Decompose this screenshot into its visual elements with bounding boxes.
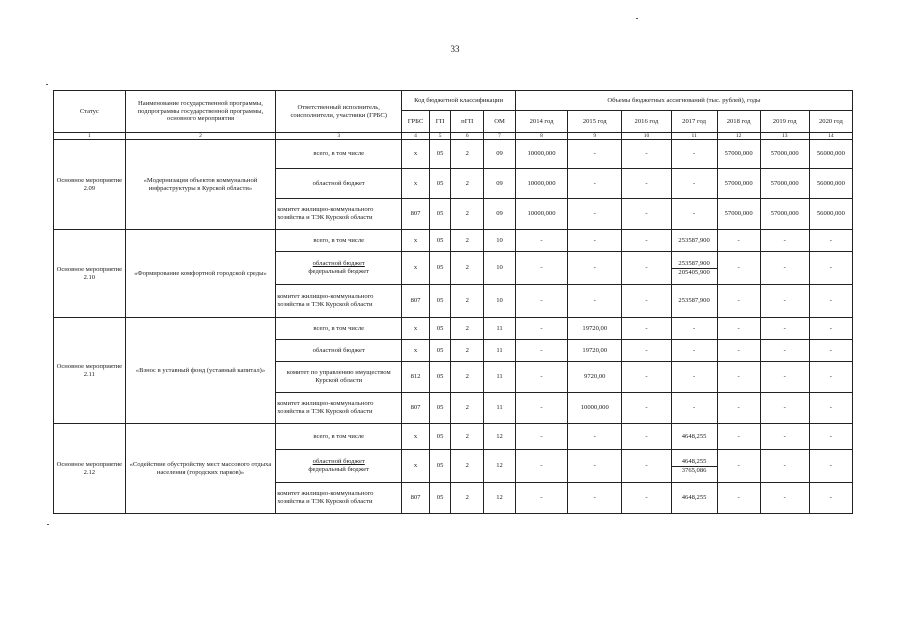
scan-speck — [46, 84, 48, 85]
value-cell: 10000,000 — [515, 140, 567, 169]
grbs-cell: х — [402, 424, 430, 450]
column-number: 5 — [429, 133, 451, 140]
value-cell: - — [568, 483, 622, 514]
value-cell: 56000,000 — [809, 140, 852, 169]
executor-cell: всего, в том числе — [276, 230, 402, 252]
value-cell: - — [622, 450, 671, 483]
header-year: 2020 год — [809, 111, 852, 133]
header-year: 2014 год — [515, 111, 567, 133]
status-cell: Основное мероприятие 2.10 — [54, 230, 126, 318]
column-number: 12 — [717, 133, 760, 140]
om-cell: 09 — [484, 199, 516, 230]
gp-cell: 05 — [429, 393, 451, 424]
executor-cell — [276, 450, 402, 483]
om-cell: 12 — [484, 424, 516, 450]
budget-allocation-table — [53, 90, 853, 514]
value-cell: - — [622, 169, 671, 199]
value-cell: - — [515, 483, 567, 514]
value-cell: - — [622, 393, 671, 424]
value-cell: - — [809, 318, 852, 340]
value-cell: - — [717, 252, 760, 285]
om-cell: 09 — [484, 169, 516, 199]
pgp-cell: 2 — [451, 450, 484, 483]
value-cell: 9720,00 — [568, 362, 622, 393]
value-cell: - — [809, 424, 852, 450]
table-row — [54, 318, 853, 340]
column-number: 13 — [760, 133, 809, 140]
activity-name-cell: «Содействие обустройству мест массового отдыха населения (городских парков)» — [125, 424, 276, 514]
grbs-cell: 807 — [402, 483, 430, 514]
value-cell: - — [717, 362, 760, 393]
value-cell: - — [809, 230, 852, 252]
value-cell: - — [760, 393, 809, 424]
value-cell: - — [717, 285, 760, 318]
scan-speck — [636, 18, 638, 19]
pgp-cell: 2 — [451, 483, 484, 514]
value-cell: 19720,00 — [568, 318, 622, 340]
om-cell: 10 — [484, 285, 516, 318]
gp-cell: 05 — [429, 140, 451, 169]
executor-cell: областной бюджет — [276, 169, 402, 199]
value-cell: - — [622, 483, 671, 514]
executor-regional-budget: областной бюджет — [312, 458, 365, 466]
table-row — [54, 230, 853, 252]
header-name: Наименование государственной программы, подпрограммы государственной программы, основного мероприятия — [125, 91, 276, 133]
om-cell: 10 — [484, 230, 516, 252]
value-cell: 57000,000 — [717, 169, 760, 199]
pgp-cell: 2 — [451, 199, 484, 230]
gp-cell: 05 — [429, 483, 451, 514]
column-number: 6 — [451, 133, 484, 140]
gp-cell: 05 — [429, 424, 451, 450]
grbs-cell: х — [402, 252, 430, 285]
value-cell: - — [568, 285, 622, 318]
om-cell: 12 — [484, 483, 516, 514]
value-cell: - — [568, 199, 622, 230]
value-cell: - — [760, 285, 809, 318]
gp-cell: 05 — [429, 362, 451, 393]
executor-cell: всего, в том числе — [276, 318, 402, 340]
value-cell: 57000,000 — [717, 140, 760, 169]
value-cell: 10000,000 — [515, 199, 567, 230]
grbs-cell: х — [402, 169, 430, 199]
header-executor: Ответственный исполнитель, соисполнители, участники (ГРБС) — [276, 91, 402, 133]
value-cell: - — [809, 340, 852, 362]
value-cell: - — [760, 230, 809, 252]
value-cell: - — [568, 252, 622, 285]
column-number: 3 — [276, 133, 402, 140]
header-year: 2018 год — [717, 111, 760, 133]
value-cell: - — [568, 140, 622, 169]
value-cell: - — [515, 362, 567, 393]
pgp-cell: 2 — [451, 362, 484, 393]
header-year: 2016 год — [622, 111, 671, 133]
executor-federal-budget: федеральный бюджет — [308, 466, 370, 473]
column-number-row — [54, 133, 853, 140]
activity-name-cell: «Модернизация объектов коммунальной инфраструктуры в Курской области» — [125, 140, 276, 230]
gp-cell: 05 — [429, 318, 451, 340]
grbs-cell: х — [402, 140, 430, 169]
activity-name-cell: «Взнос в уставный фонд (уставный капитал)» — [125, 318, 276, 424]
value-regional-budget: 4648,255 — [672, 458, 717, 467]
value-cell: - — [622, 340, 671, 362]
value-cell: - — [809, 285, 852, 318]
column-number: 7 — [484, 133, 516, 140]
header-budget-code: Код бюджетной классификации — [402, 91, 516, 111]
gp-cell: 05 — [429, 169, 451, 199]
value-cell: 19720,00 — [568, 340, 622, 362]
value-regional-budget: 253587,900 — [672, 260, 717, 269]
value-cell: 57000,000 — [760, 169, 809, 199]
value-cell: - — [515, 285, 567, 318]
pgp-cell: 2 — [451, 424, 484, 450]
column-number: 10 — [622, 133, 671, 140]
value-cell: - — [622, 252, 671, 285]
header-grbs: ГРБС — [402, 111, 430, 133]
executor-cell: всего, в том числе — [276, 140, 402, 169]
value-cell: 57000,000 — [760, 140, 809, 169]
activity-name-cell: «Формирование комфортной городской среды» — [125, 230, 276, 318]
grbs-cell: 812 — [402, 362, 430, 393]
grbs-cell: 807 — [402, 393, 430, 424]
value-cell: - — [717, 340, 760, 362]
executor-cell: комитет жилищно-коммунального хозяйства и ТЭК Курской области — [276, 199, 402, 230]
status-cell: Основное мероприятие 2.11 — [54, 318, 126, 424]
executor-federal-budget: федеральный бюджет — [308, 268, 370, 275]
executor-cell: комитет жилищно-коммунального хозяйства и ТЭК Курской области — [276, 393, 402, 424]
value-cell: - — [622, 424, 671, 450]
value-cell: - — [760, 483, 809, 514]
value-cell: - — [717, 450, 760, 483]
column-number: 4 — [402, 133, 430, 140]
column-number: 9 — [568, 133, 622, 140]
header-gp: ГП — [429, 111, 451, 133]
column-number: 8 — [515, 133, 567, 140]
value-cell: - — [568, 424, 622, 450]
value-cell: 56000,000 — [809, 169, 852, 199]
page-number: 33 — [450, 44, 460, 54]
split-value-cell — [671, 450, 717, 483]
pgp-cell: 2 — [451, 340, 484, 362]
om-cell: 11 — [484, 340, 516, 362]
executor-cell — [276, 252, 402, 285]
pgp-cell: 2 — [451, 285, 484, 318]
value-cell: - — [671, 199, 717, 230]
value-cell: - — [671, 140, 717, 169]
status-cell: Основное мероприятие 2.09 — [54, 140, 126, 230]
value-cell: 57000,000 — [760, 199, 809, 230]
value-cell: - — [515, 424, 567, 450]
value-cell: - — [760, 362, 809, 393]
value-federal-budget: 205405,900 — [678, 268, 710, 276]
om-cell: 12 — [484, 450, 516, 483]
value-cell: - — [760, 450, 809, 483]
value-cell: - — [760, 340, 809, 362]
value-cell: - — [515, 393, 567, 424]
gp-cell: 05 — [429, 230, 451, 252]
value-cell: - — [760, 424, 809, 450]
value-cell: 10000,000 — [568, 393, 622, 424]
value-cell: - — [622, 362, 671, 393]
pgp-cell: 2 — [451, 318, 484, 340]
header-year: 2019 год — [760, 111, 809, 133]
column-number: 14 — [809, 133, 852, 140]
value-cell: - — [622, 318, 671, 340]
table-row — [54, 424, 853, 450]
value-cell: 253587,900 — [671, 285, 717, 318]
header-status: Статус — [54, 91, 126, 133]
grbs-cell: х — [402, 230, 430, 252]
value-cell: - — [809, 252, 852, 285]
executor-cell: всего, в том числе — [276, 424, 402, 450]
column-number: 1 — [54, 133, 126, 140]
value-cell: - — [760, 318, 809, 340]
om-cell: 10 — [484, 252, 516, 285]
split-value-cell — [671, 252, 717, 285]
grbs-cell: х — [402, 450, 430, 483]
executor-cell: комитет жилищно-коммунального хозяйства и ТЭК Курской области — [276, 285, 402, 318]
header-om: ОМ — [484, 111, 516, 133]
value-cell: 10000,000 — [515, 169, 567, 199]
value-cell: - — [809, 362, 852, 393]
value-cell: - — [809, 393, 852, 424]
value-cell: - — [671, 318, 717, 340]
executor-cell: областной бюджет — [276, 340, 402, 362]
gp-cell: 05 — [429, 285, 451, 318]
value-cell: - — [717, 318, 760, 340]
pgp-cell: 2 — [451, 169, 484, 199]
value-cell: - — [671, 340, 717, 362]
value-cell: 253587,900 — [671, 230, 717, 252]
om-cell: 09 — [484, 140, 516, 169]
value-cell: - — [515, 318, 567, 340]
value-cell: - — [568, 230, 622, 252]
value-cell: - — [717, 393, 760, 424]
gp-cell: 05 — [429, 199, 451, 230]
header-year: 2017 год — [671, 111, 717, 133]
value-cell: - — [622, 285, 671, 318]
value-cell: - — [671, 362, 717, 393]
status-cell: Основное мероприятие 2.12 — [54, 424, 126, 514]
value-cell: 57000,000 — [717, 199, 760, 230]
om-cell: 11 — [484, 393, 516, 424]
executor-cell: комитет жилищно-коммунального хозяйства и ТЭК Курской области — [276, 483, 402, 514]
value-cell: 4648,255 — [671, 424, 717, 450]
value-cell: - — [568, 169, 622, 199]
om-cell: 11 — [484, 318, 516, 340]
executor-regional-budget: областной бюджет — [312, 260, 365, 268]
column-number: 11 — [671, 133, 717, 140]
header-pgp: пГП — [451, 111, 484, 133]
gp-cell: 05 — [429, 450, 451, 483]
gp-cell: 05 — [429, 252, 451, 285]
value-cell: - — [622, 230, 671, 252]
value-cell: - — [717, 424, 760, 450]
value-cell: - — [717, 230, 760, 252]
om-cell: 11 — [484, 362, 516, 393]
pgp-cell: 2 — [451, 252, 484, 285]
value-cell: 56000,000 — [809, 199, 852, 230]
executor-cell: комитет по управлению имуществом Курской области — [276, 362, 402, 393]
value-cell: - — [671, 393, 717, 424]
value-cell: - — [515, 252, 567, 285]
pgp-cell: 2 — [451, 140, 484, 169]
grbs-cell: 807 — [402, 285, 430, 318]
value-cell: 4648,255 — [671, 483, 717, 514]
value-cell: - — [809, 450, 852, 483]
pgp-cell: 2 — [451, 393, 484, 424]
header-volumes: Объемы бюджетных ассигнований (тыс. рублей), годы — [515, 91, 852, 111]
value-cell: - — [809, 483, 852, 514]
value-federal-budget: 3765,086 — [681, 466, 707, 474]
value-cell: - — [671, 169, 717, 199]
pgp-cell: 2 — [451, 230, 484, 252]
value-cell: - — [760, 252, 809, 285]
grbs-cell: х — [402, 340, 430, 362]
value-cell: - — [515, 340, 567, 362]
value-cell: - — [515, 230, 567, 252]
value-cell: - — [568, 450, 622, 483]
column-number: 2 — [125, 133, 276, 140]
scan-speck — [47, 524, 49, 525]
value-cell: - — [515, 450, 567, 483]
value-cell: - — [622, 199, 671, 230]
gp-cell: 05 — [429, 340, 451, 362]
value-cell: - — [717, 483, 760, 514]
value-cell: - — [622, 140, 671, 169]
header-year: 2015 год — [568, 111, 622, 133]
grbs-cell: 807 — [402, 199, 430, 230]
grbs-cell: х — [402, 318, 430, 340]
table-row — [54, 140, 853, 169]
